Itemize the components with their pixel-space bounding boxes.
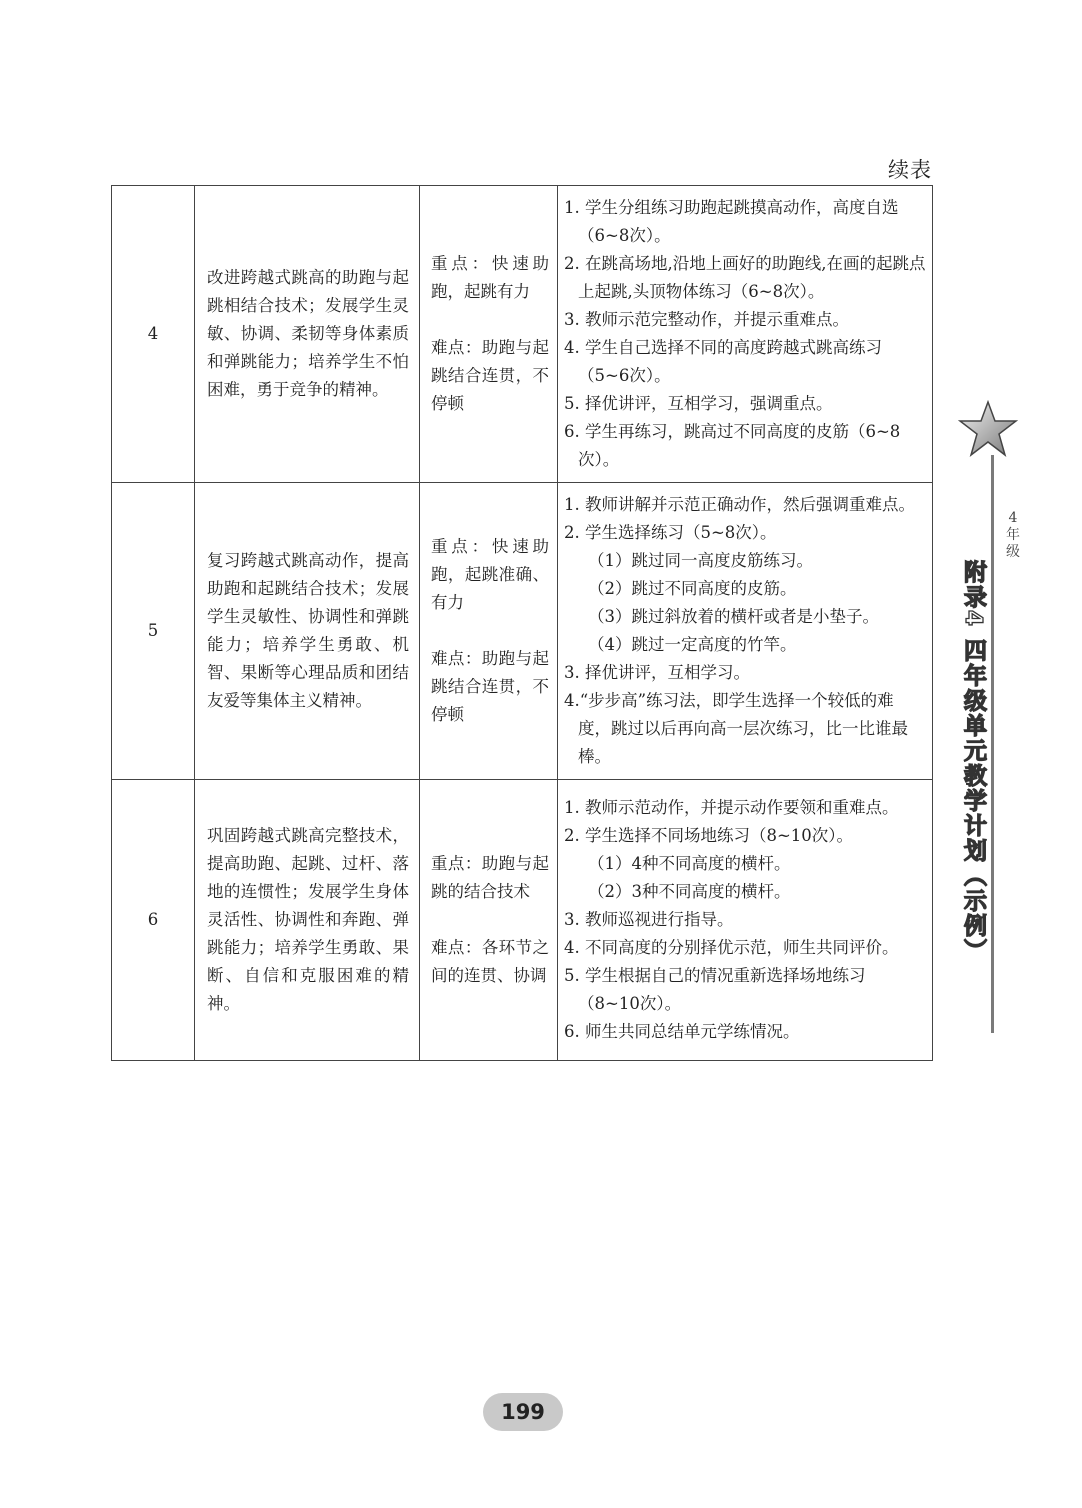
grade-label: 4年级 [1006, 510, 1020, 560]
step-item: 2. 在跳高场地,沿地上画好的助跑线,在画的起跳点上起跳,头顶物体练习（6~8次）。 [564, 254, 926, 301]
difficulty-point: 难点：助跑与起跳结合连贯，不停顿 [431, 649, 549, 724]
step-item: 2. 学生选择不同场地练习（8~10次）。 [564, 826, 854, 845]
step-item: 5. 学生根据自己的情况重新选择场地练习（8~10次）。 [564, 966, 866, 1013]
lesson-key-points [420, 186, 558, 483]
lesson-number: 5 [112, 483, 195, 780]
step-item: 4. 不同高度的分别择优示范，师生共同评价。 [564, 938, 899, 957]
lesson-number: 6 [112, 780, 195, 1061]
step-item: 3. 择优讲评，互相学习。 [564, 663, 750, 682]
substep-item: （2）跳过不同高度的皮筋。 [588, 579, 797, 598]
step-item: 1. 教师示范动作，并提示动作要领和重难点。 [564, 798, 899, 817]
step-item: 5. 择优讲评，互相学习，强调重点。 [564, 394, 833, 413]
lesson-key-points [420, 483, 558, 780]
difficulty-point: 难点：各环节之间的连贯、协调 [431, 938, 549, 985]
difficulty-point: 难点：助跑与起跳结合连贯，不停顿 [431, 338, 549, 413]
key-point: 重点：助跑与起跳的结合技术 [431, 854, 549, 901]
table-row [112, 186, 933, 483]
sidebar-title: 附录4 四年级单元教学计划（示例） [960, 560, 986, 964]
step-item: 4. 学生自己选择不同的高度跨越式跳高练习（5~6次）。 [564, 338, 882, 385]
sidebar-divider [991, 455, 994, 1033]
substep-item: （2）3种不同高度的横杆。 [588, 882, 791, 901]
lesson-goal: 改进跨越式跳高的助跑与起跳相结合技术；发展学生灵敏、协调、柔韧等身体素质和弹跳能力；培养学生不怕困难，勇于竞争的精神。 [195, 186, 420, 483]
lesson-key-points [420, 780, 558, 1061]
key-point: 重点：快速助跑，起跳有力 [431, 254, 549, 301]
step-item: 3. 教师巡视进行指导。 [564, 910, 734, 929]
lesson-steps [558, 186, 933, 483]
substep-item: （3）跳过斜放着的横杆或者是小垫子。 [588, 607, 879, 626]
step-item: 6. 师生共同总结单元学练情况。 [564, 1022, 800, 1041]
step-item: 4.“步步高”练习法，即学生选择一个较低的难度，跳过以后再向高一层次练习，比一比谁最棒。 [564, 691, 908, 766]
lesson-goal: 复习跨越式跳高动作，提高助跑和起跳结合技术；发展学生灵敏性、协调性和弹跳能力；培养学生勇敢、机智、果断等心理品质和团结友爱等集体主义精神。 [195, 483, 420, 780]
star-icon [958, 400, 1018, 458]
step-item: 1. 教师讲解并示范正确动作，然后强调重难点。 [564, 495, 915, 514]
key-point: 重点：快速助跑，起跳准确、有力 [431, 537, 549, 612]
substep-item: （1）跳过同一高度皮筋练习。 [588, 551, 813, 570]
page-number: 199 [483, 1393, 563, 1431]
lesson-steps [558, 483, 933, 780]
step-item: 2. 学生选择练习（5~8次）。 [564, 523, 777, 542]
lesson-steps [558, 780, 933, 1061]
lesson-number: 4 [112, 186, 195, 483]
substep-item: （4）跳过一定高度的竹竿。 [588, 635, 797, 654]
step-item: 6. 学生再练习，跳高过不同高度的皮筋（6~8次）。 [564, 422, 901, 469]
continued-label: 续表 [888, 158, 932, 182]
table-row [112, 780, 933, 1061]
teaching-plan-table [111, 185, 933, 1061]
step-item: 1. 学生分组练习助跑起跳摸高动作，高度自选（6~8次）。 [564, 198, 899, 245]
table-row [112, 483, 933, 780]
step-item: 3. 教师示范完整动作，并提示重难点。 [564, 310, 849, 329]
substep-item: （1）4种不同高度的横杆。 [588, 854, 791, 873]
lesson-goal: 巩固跨越式跳高完整技术，提高助跑、起跳、过杆、落地的连惯性；发展学生身体灵活性、协调性和奔跑、弹跳能力；培养学生勇敢、果断、自信和克服困难的精神。 [195, 780, 420, 1061]
